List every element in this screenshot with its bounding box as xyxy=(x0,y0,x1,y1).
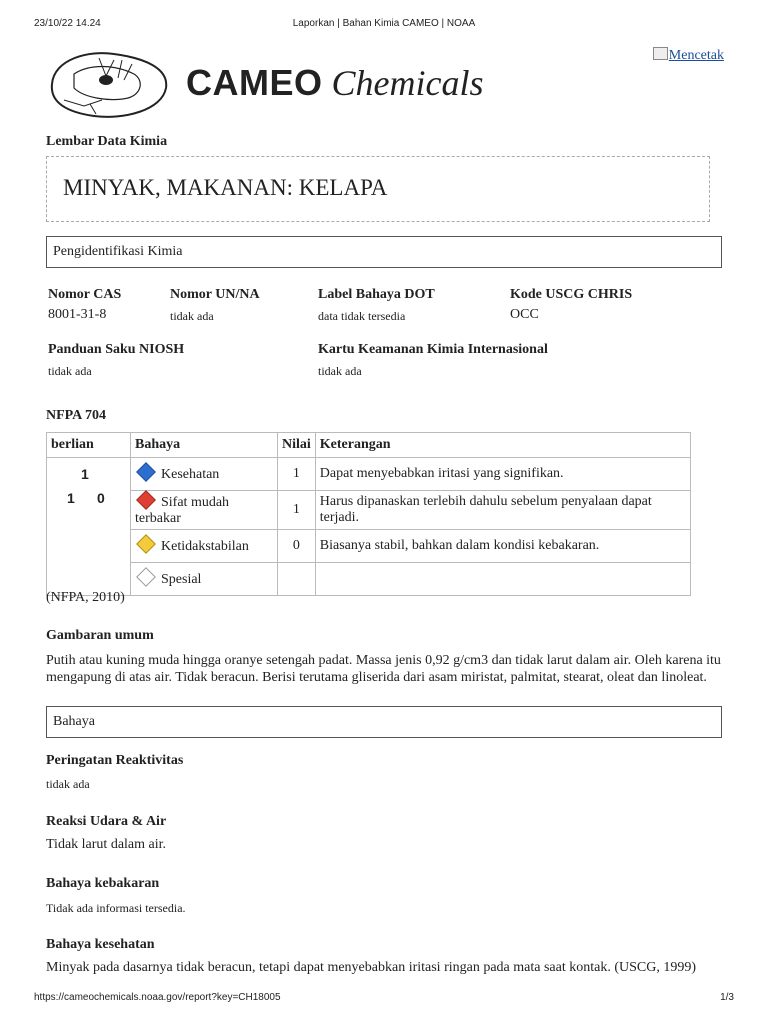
yellow-diamond-icon xyxy=(136,534,156,554)
red-diamond-icon xyxy=(136,490,156,510)
niosh-label: Panduan Saku NIOSH xyxy=(48,342,185,357)
brand-title: CAMEO Chemicals xyxy=(186,62,484,103)
nfpa-diamond-health: 1 xyxy=(81,466,89,482)
section-identifiers: Pengidentifikasi Kimia xyxy=(46,236,722,268)
nfpa-value: 1 xyxy=(278,491,316,530)
nfpa-title: NFPA 704 xyxy=(46,408,107,423)
nfpa-hazard: Ketidakstabilan xyxy=(131,530,278,563)
dot-value: data tidak tersedia xyxy=(318,309,406,323)
print-url: https://cameochemicals.noaa.gov/report?key=CH18005 xyxy=(34,992,281,1003)
airwater-title: Reaksi Udara & Air xyxy=(46,814,167,829)
blue-diamond-icon xyxy=(136,462,156,482)
nfpa-value: 0 xyxy=(278,530,316,563)
health-title: Bahaya kesehatan xyxy=(46,937,155,952)
nfpa-row xyxy=(47,563,691,596)
chemical-name-box xyxy=(46,156,710,222)
airwater-value: Tidak larut dalam air. xyxy=(46,837,167,852)
reactivity-title: Peringatan Reaktivitas xyxy=(46,753,184,768)
nfpa-value: 1 xyxy=(278,458,316,491)
fire-title: Bahaya kebakaran xyxy=(46,876,160,891)
icsc-label: Kartu Keamanan Kimia Internasional xyxy=(318,342,548,357)
chemical-name: MINYAK, MAKANAN: KELAPA xyxy=(63,175,388,200)
nfpa-desc: Harus dipanaskan terlebih dahulu sebelum penyalaan dapat terjadi. xyxy=(315,491,690,530)
nfpa-hazard: Spesial xyxy=(131,563,278,596)
nfpa-header-row xyxy=(47,433,691,458)
nfpa-desc: Dapat menyebabkan iritasi yang signifikan. xyxy=(315,458,690,491)
nfpa-header-value: Nilai xyxy=(278,433,316,458)
printer-icon xyxy=(653,47,668,60)
nfpa-row xyxy=(47,458,691,491)
print-datetime: 23/10/22 14.24 xyxy=(34,18,101,29)
white-diamond-icon xyxy=(136,567,156,587)
cas-value: 8001-31-8 xyxy=(48,307,107,322)
print-doc-title: Laporkan | Bahan Kimia CAMEO | NOAA xyxy=(292,18,476,29)
nfpa-table xyxy=(46,432,691,596)
nfpa-row xyxy=(47,491,691,530)
nfpa-header-hazard: Bahaya xyxy=(131,433,278,458)
unna-label: Nomor UN/NA xyxy=(170,287,260,302)
nfpa-hazard: Sifat mudah terbakar xyxy=(131,491,278,530)
dot-label: Label Bahaya DOT xyxy=(318,287,435,302)
general-line-1: Putih atau kuning muda hingga oranye setengah padat. Massa jenis 0,92 g/cm3 dan tidak larut dalam air. Oleh karena itu xyxy=(46,653,721,668)
nfpa-desc: Biasanya stabil, bahkan dalam kondisi kebakaran. xyxy=(315,530,690,563)
health-value: Minyak pada dasarnya tidak beracun, tetapi dapat menyebabkan iritasi ringan pada mata saat kontak. (USCG, 1999) xyxy=(46,960,697,975)
unna-value: tidak ada xyxy=(170,309,214,323)
nfpa-row xyxy=(47,530,691,563)
nfpa-diamond-instability: 0 xyxy=(97,490,105,506)
fire-value: Tidak ada informasi tersedia. xyxy=(46,901,186,915)
cas-label: Nomor CAS xyxy=(48,287,122,302)
icsc-value: tidak ada xyxy=(318,364,362,378)
general-title: Gambaran umum xyxy=(46,628,154,643)
nfpa-header-desc: Keterangan xyxy=(315,433,690,458)
reactivity-value: tidak ada xyxy=(46,777,90,791)
cameo-logo-icon xyxy=(44,44,174,124)
nfpa-source: (NFPA, 2010) xyxy=(46,590,125,605)
sheet-title: Lembar Data Kimia xyxy=(46,134,168,149)
section-hazards: Bahaya xyxy=(46,706,722,738)
niosh-value: tidak ada xyxy=(48,364,92,378)
uscg-value: OCC xyxy=(510,307,539,322)
nfpa-diamond-flammability: 1 xyxy=(67,490,75,506)
nfpa-header-diamond: berlian xyxy=(47,433,131,458)
nfpa-diamond-cell xyxy=(47,458,131,596)
uscg-label: Kode USCG CHRIS xyxy=(510,287,633,302)
general-line-2: mengapung di atas air. Tidak beracun. Berisi terutama gliserida dari asam miristat, palmitat, stearat, oleat dan linoleat. xyxy=(46,670,707,685)
nfpa-hazard: Kesehatan xyxy=(131,458,278,491)
nfpa-value xyxy=(278,563,316,596)
print-page-number: 1/3 xyxy=(720,992,734,1003)
nfpa-desc xyxy=(315,563,690,596)
print-link[interactable]: Mencetak xyxy=(653,47,724,64)
